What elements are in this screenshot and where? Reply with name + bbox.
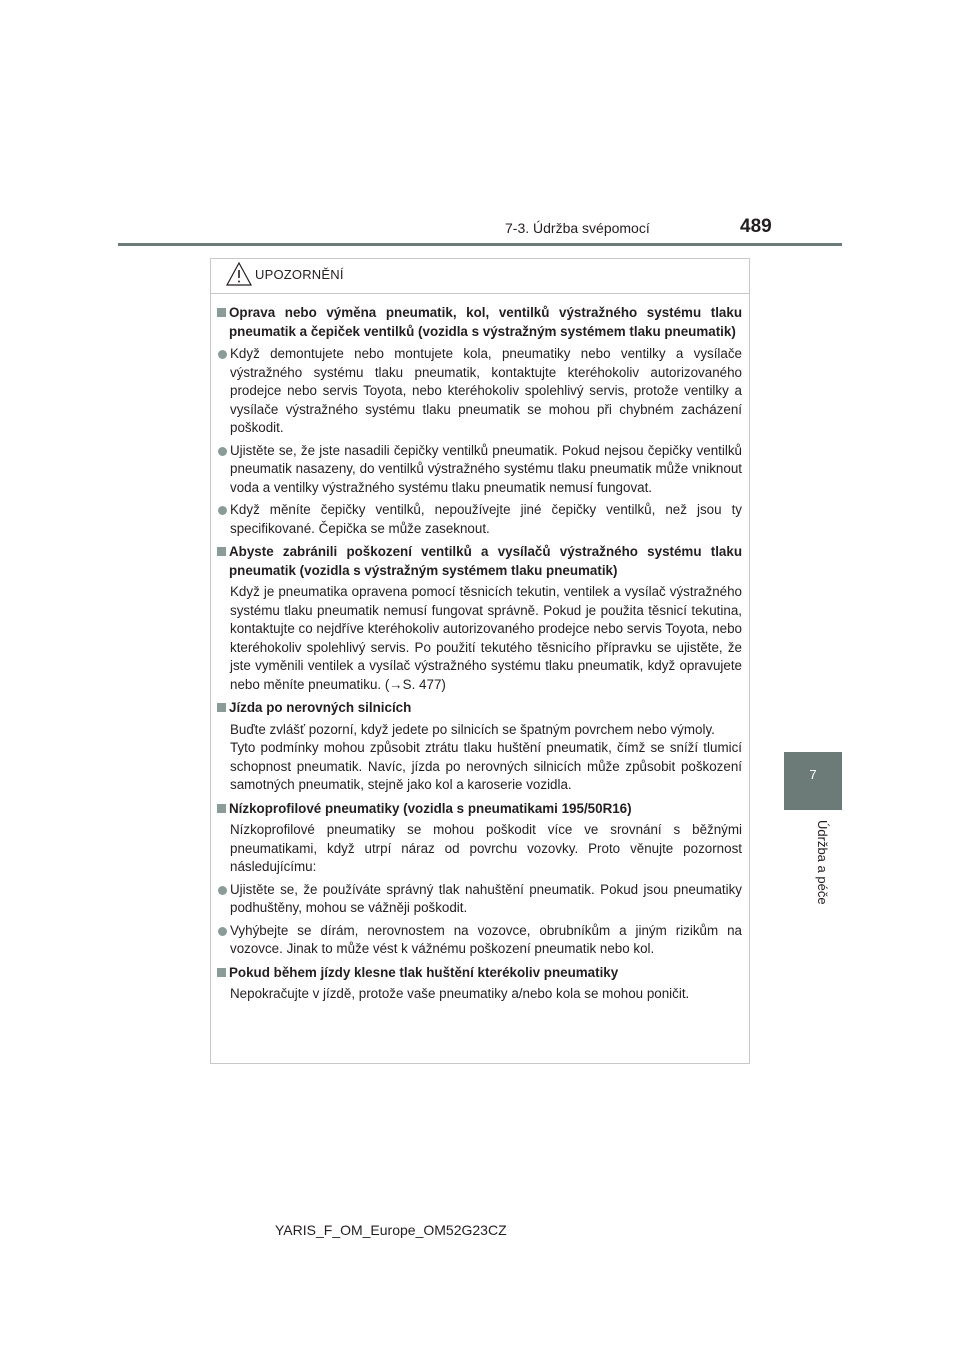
section-paragraph: Nízkoprofilové pneumatiky se mohou poškodit více ve srovnání s běžnými pneumatikami, když utrpí náraz od povrchu vozovky. Proto věnujte pozornost následujícímu: [230, 822, 742, 874]
round-bullet-icon [217, 442, 230, 498]
section-paragraph: Nepokračujte v jízdě, protože vaše pneumatiky a/nebo kola se mohou poničit. [230, 986, 690, 1001]
warning-title: UPOZORNĚNÍ [255, 267, 344, 282]
section-paragraph: Buďte zvlášť pozorní, když jedete po silnicích se špatným povrchem nebo výmoly. [230, 721, 715, 737]
round-bullet-icon [217, 501, 230, 538]
section-title: 7-3. Údržba svépomocí [505, 220, 650, 236]
section-heading: Abyste zabránili poškození ventilků a vysílačů výstražného systému tlaku pneumatik (vozidla s výstražným systémem tlaku pneumatik) [229, 544, 742, 578]
section-low-profile-tires [217, 800, 742, 959]
bullet-text: Ujistěte se, že jste nasadili čepičky ventilků pneumatik. Pokud nejsou čepičky ventilků pneumatik nasazeny, do ventilků výstražného systému tlaku pneumatik může vniknout voda a ventilky výstražného systému tlaku pneumatik nemusí fungovat. [230, 442, 742, 495]
chapter-tab [784, 752, 842, 810]
square-bullet-icon [217, 699, 229, 718]
warning-box [210, 258, 750, 1064]
bullet-text: Vyhýbejte se dírám, nerovnostem na vozovce, obrubníkům a jiným rizikům na vozovce. Jinak to může vést k vážnému poškození pneumatik nebo kol. [230, 922, 742, 956]
bullet-text: Když měníte čepičky ventilků, nepoužívejte jiné čepičky ventilků, než jsou ty specifikované. Čepička se může zaseknout. [230, 502, 742, 536]
chapter-number: 7 [809, 767, 817, 782]
section-paragraph: Když je pneumatika opravena pomocí těsnicích tekutin, ventilek a vysílač výstražného systému tlaku pneumatik nemusí fungovat správně. Pokud je použita těsnicí tekutina, kontaktujte co nejdříve kteréhokoliv autorizovaného prodejce nebo servis Toyota, nebo kteréhokoliv spolehlivý servis. Po použití tekutého těsnicího přípravku se ujistěte, že jste vyměnili ventilek a vysílač výstražného systému tlaku pneumatik, když opravujete nebo měníte pneumatiku. (→S. 477) [230, 584, 742, 692]
section-heading: Jízda po nerovných silnicích [229, 700, 412, 715]
section-heading: Oprava nebo výměna pneumatik, kol, ventilků výstražného systému tlaku pneumatik a čepiček ventilků (vozidla s výstražným systémem tlaku pneumatik) [229, 305, 742, 339]
section-heading: Nízkoprofilové pneumatiky (vozidla s pneumatikami 195/50R16) [229, 800, 632, 816]
round-bullet-icon [217, 922, 230, 959]
warning-header [211, 259, 749, 294]
square-bullet-icon [217, 304, 229, 341]
bullet-text: Ujistěte se, že používáte správný tlak nahuštění pneumatik. Pokud jsou pneumatiky podhuštěny, mohou se vážněji poškodit. [230, 881, 742, 915]
section-heading: Pokud během jízdy klesne tlak huštění kterékoliv pneumatiky [229, 964, 619, 980]
section-prevent-damage [217, 543, 742, 694]
page-number: 489 [740, 216, 772, 237]
warning-triangle-icon [225, 261, 253, 287]
section-pressure-drop [217, 964, 742, 1004]
warning-body [211, 294, 749, 1004]
square-bullet-icon [217, 543, 229, 580]
section-rough-roads [217, 699, 742, 795]
bullet-text: Když demontujete nebo montujete kola, pneumatiky nebo ventilky a vysílače výstražného systému tlaku pneumatik, kontaktujte kteréhokoliv autorizovaného prodejce nebo servis Toyota, nebo kteréhokoliv spolehlivý servis, protože ventilky a vysílače výstražného systému tlaku pneumatik se mohou při chybném zacházení poškodit. [230, 346, 742, 435]
section-valve-repair [217, 304, 742, 538]
section-paragraph: Tyto podmínky mohou způsobit ztrátu tlaku huštění pneumatik, čímž se sníží tlumicí schopnost pneumatik. Navíc, jízda po nerovných silnicích může způsobit poškození samotných pneumatik, stejně jako kol a karoserie vozidla. [230, 740, 742, 792]
square-bullet-icon [217, 964, 229, 983]
document-id: YARIS_F_OM_Europe_OM52G23CZ [275, 1222, 507, 1238]
header-rule [118, 243, 842, 246]
round-bullet-icon [217, 881, 230, 918]
round-bullet-icon [217, 345, 230, 438]
square-bullet-icon [217, 800, 229, 819]
chapter-label: Údržba a péče [815, 820, 830, 905]
